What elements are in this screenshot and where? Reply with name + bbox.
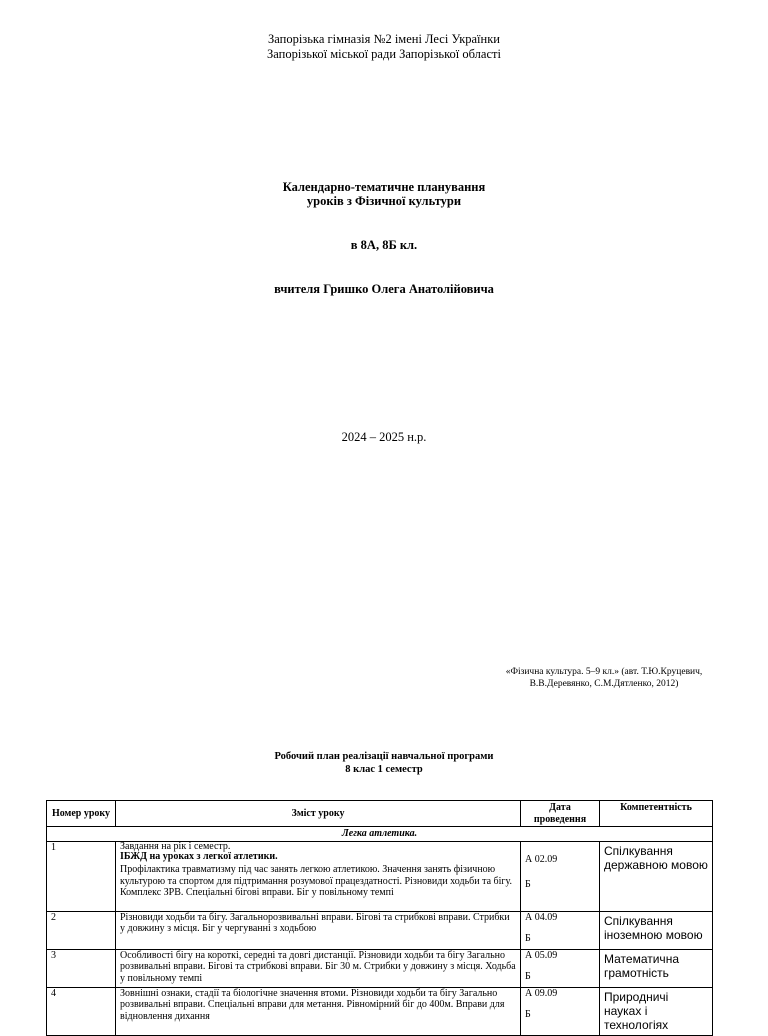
lesson-safety-title: ІБЖД на уроках з легкої атлетики. [120, 850, 278, 862]
title-line-2: уроків з Фізичної культури [306, 194, 462, 208]
source-line-1: «Фізична культура. 5–9 кл.» (авт. Т.Ю.Круцевич, [505, 667, 703, 677]
section-title: Легка атлетика. [47, 827, 713, 842]
lesson-date [521, 841, 600, 911]
plan-line-1: Робочий план реалізації навчальної програми [274, 751, 494, 762]
plan-heading [0, 750, 768, 776]
lesson-content [116, 987, 521, 1035]
lesson-text: Особливості бігу на короткі, середні та довгі дистанції. Різновиди ходьби та бігу Загально розвивальні вправи. Бігові та стрибкові вправи. Біг 30 м. Стрибки у довжину з місця. Ходьба у повільному темпі [120, 949, 516, 984]
date-a: А 05.09 [525, 949, 558, 961]
school-year: 2024 – 2025 н.р. [341, 430, 427, 444]
date-b: Б [525, 1009, 531, 1020]
table-row [47, 987, 713, 1035]
lesson-competence: Математична грамотність [600, 949, 713, 987]
school-line-2: Запорізької міської ради Запорізької області [267, 47, 501, 61]
lesson-number: 1 [47, 841, 116, 911]
lesson-competence: Спілкування державною мовою [600, 841, 713, 911]
table-row [47, 911, 713, 949]
lesson-plan-table [46, 800, 713, 1036]
header-date: Дата проведення [521, 801, 600, 827]
lesson-intro: Завдання на рік і семестр. [120, 840, 231, 852]
table-header-row [47, 801, 713, 827]
lesson-text: Різновиди ходьби та бігу. Загальнорозвивальні вправи. Бігові та стрибкові вправи. Стрибки у довжину з місця. Біг у чергуванні з ходьбою [120, 911, 510, 934]
lesson-number: 2 [47, 911, 116, 949]
lesson-content [116, 841, 521, 911]
date-b: Б [525, 933, 531, 944]
lesson-content [116, 949, 521, 987]
table-row [47, 841, 713, 911]
lesson-text: Зовнішні ознаки, стадії та біологічне значення втоми. Різновиди ходьби та бігу Загально розвивальні вправи. Спеціальні вправи для метання. Рівномірний біг до 400м. Вправи для відновлення дихання [120, 987, 505, 1022]
table-row [47, 949, 713, 987]
lesson-text: Профілактика травматизму під час занять легкою атлетикою. Значення занять фізичною культурою та спортом для підтримання розумової працездатності. Різновиди ходьби та бігу. Комплекс ЗРВ. Спеціальні бігові вправи. Біг у повільному темпі [120, 864, 512, 898]
lesson-content [116, 911, 521, 949]
date-b: Б [525, 879, 531, 890]
header-content: Зміст уроку [116, 801, 521, 827]
source-line-2: В.В.Деревянко, С.М.Дятленко, 2012) [529, 679, 679, 689]
date-a: А 02.09 [525, 853, 558, 865]
section-row [47, 827, 713, 842]
lesson-number: 4 [47, 987, 116, 1035]
lesson-date [521, 911, 600, 949]
header-number: Номер уроку [47, 801, 116, 827]
lesson-number: 3 [47, 949, 116, 987]
lesson-competence: Спілкування іноземною мовою [600, 911, 713, 949]
plan-line-2: 8 клас 1 семестр [345, 764, 423, 775]
header-competence: Компетентність [600, 801, 713, 827]
program-source [494, 666, 714, 690]
teacher-name: вчителя Гришко Олега Анатолійовича [274, 282, 494, 296]
school-name [0, 32, 768, 62]
classes-label: в 8А, 8Б кл. [350, 238, 418, 252]
lesson-date [521, 949, 600, 987]
school-line-1: Запорізька гімназія №2 імені Лесі Українки [267, 32, 500, 46]
title-line-1: Календарно-тематичне планування [282, 180, 486, 194]
document-title [0, 180, 768, 208]
date-b: Б [525, 971, 531, 982]
date-a: А 04.09 [525, 911, 558, 923]
date-a: А 09.09 [525, 987, 558, 999]
lesson-date [521, 987, 600, 1035]
lesson-competence: Природничі науках і технологіях [600, 987, 713, 1035]
